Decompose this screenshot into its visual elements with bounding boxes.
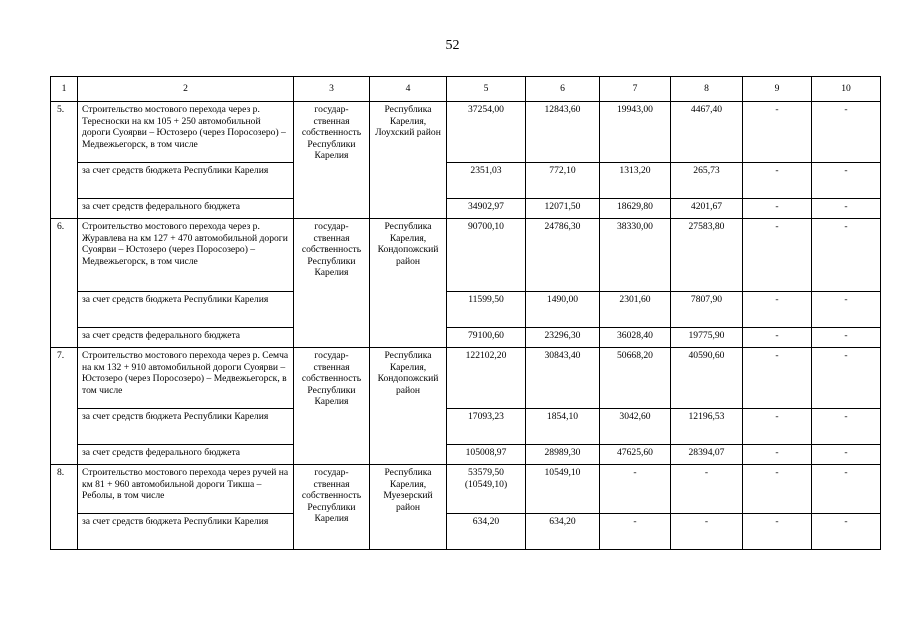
value-cell: - xyxy=(743,409,812,445)
subrow-label: за счет средств бюджета Республики Карелия xyxy=(78,163,294,199)
value-cell: 3042,60 xyxy=(600,409,671,445)
header-cell: 4 xyxy=(370,77,447,102)
value-cell: 34902,97 xyxy=(447,199,526,219)
value-cell: 11599,50 xyxy=(447,292,526,328)
subrow-label: за счет средств федерального бюджета xyxy=(78,445,294,465)
value-cell: - xyxy=(743,163,812,199)
value-cell: 1313,20 xyxy=(600,163,671,199)
value-main: 53579,50 xyxy=(468,467,504,478)
value-cell: - xyxy=(743,445,812,465)
value-cell: 47625,60 xyxy=(600,445,671,465)
header-row xyxy=(51,77,881,102)
ownership-cell: государ-ственная собственность Республики Карелия xyxy=(294,465,370,550)
value-cell: - xyxy=(671,514,743,550)
value-cell: 2301,60 xyxy=(600,292,671,328)
value-cell: - xyxy=(812,292,881,328)
value-cell: 38330,00 xyxy=(600,219,671,292)
value-cell: 18629,80 xyxy=(600,199,671,219)
value-cell: 28989,30 xyxy=(526,445,600,465)
value-cell: - xyxy=(812,102,881,163)
ownership-cell: государ-ственная собственность Республики Карелия xyxy=(294,219,370,348)
project-row xyxy=(51,102,881,163)
project-row xyxy=(51,348,881,409)
header-cell: 7 xyxy=(600,77,671,102)
value-cell: 1490,00 xyxy=(526,292,600,328)
region-cell: Республика Карелия, Кондопожский район xyxy=(370,348,447,465)
budget-table xyxy=(50,76,881,550)
ownership-cell: государ-ственная собственность Республики Карелия xyxy=(294,102,370,219)
value-cell: 1854,10 xyxy=(526,409,600,445)
value-cell: 634,20 xyxy=(447,514,526,550)
value-cell: - xyxy=(812,199,881,219)
value-cell xyxy=(447,465,526,514)
value-cell: - xyxy=(671,465,743,514)
header-cell: 2 xyxy=(78,77,294,102)
value-cell: 2351,03 xyxy=(447,163,526,199)
value-cell: 4467,40 xyxy=(671,102,743,163)
subrow-label: за счет средств бюджета Республики Карелия xyxy=(78,292,294,328)
subrow-label: за счет средств федерального бюджета xyxy=(78,199,294,219)
subrow-regional xyxy=(51,409,881,445)
value-cell: 772,10 xyxy=(526,163,600,199)
value-cell: 7807,90 xyxy=(671,292,743,328)
value-cell: - xyxy=(743,348,812,409)
header-cell: 3 xyxy=(294,77,370,102)
region-cell: Республика Карелия, Муезерский район xyxy=(370,465,447,550)
value-cell: - xyxy=(812,445,881,465)
project-title: Строительство мостового перехода через р. Журавлева на км 127 + 470 автомобильной дороги Суоярви – Юстозеро (через Поросозеро) – Медвежьегорск, в том числе xyxy=(78,219,294,292)
region-cell: Республика Карелия, Кондопожский район xyxy=(370,219,447,348)
value-cell: 79100,60 xyxy=(447,328,526,348)
ownership-cell: государ-ственная собственность Республики Карелия xyxy=(294,348,370,465)
value-cell: - xyxy=(812,348,881,409)
subrow-regional xyxy=(51,514,881,550)
value-cell: 19943,00 xyxy=(600,102,671,163)
project-number: 8. xyxy=(51,465,78,550)
value-cell: - xyxy=(812,328,881,348)
value-cell: 30843,40 xyxy=(526,348,600,409)
project-number: 5. xyxy=(51,102,78,219)
value-cell: - xyxy=(743,102,812,163)
subrow-federal xyxy=(51,328,881,348)
value-cell: 28394,07 xyxy=(671,445,743,465)
page-number: 52 xyxy=(445,38,460,53)
project-title: Строительство мостового перехода через р. Тересноски на км 105 + 250 автомобильной дороги Суоярви – Юстозеро (через Поросозеро) – Медвежьегорск, в том числе xyxy=(78,102,294,163)
project-title: Строительство мостового перехода через р. Семча на км 132 + 910 автомобильной дороги Суоярви – Юстозеро (через Поросозеро) – Медвежьегорск, в том числе xyxy=(78,348,294,409)
value-cell: 12196,53 xyxy=(671,409,743,445)
value-cell: 634,20 xyxy=(526,514,600,550)
value-cell: 12071,50 xyxy=(526,199,600,219)
subrow-federal xyxy=(51,445,881,465)
value-cell: - xyxy=(743,328,812,348)
value-cell: - xyxy=(812,465,881,514)
value-cell: - xyxy=(812,163,881,199)
value-cell: 50668,20 xyxy=(600,348,671,409)
subrow-label: за счет средств бюджета Республики Карелия xyxy=(78,514,294,550)
value-cell: - xyxy=(743,199,812,219)
region-cell: Республика Карелия, Лоухский район xyxy=(370,102,447,219)
value-cell: - xyxy=(812,409,881,445)
value-cell: 23296,30 xyxy=(526,328,600,348)
header-cell: 1 xyxy=(51,77,78,102)
value-cell: 10549,10 xyxy=(526,465,600,514)
subrow-federal xyxy=(51,199,881,219)
value-cell: 105008,97 xyxy=(447,445,526,465)
project-number: 7. xyxy=(51,348,78,465)
header-cell: 5 xyxy=(447,77,526,102)
value-cell: 24786,30 xyxy=(526,219,600,292)
header-cell: 9 xyxy=(743,77,812,102)
value-note: (10549,10) xyxy=(464,479,508,490)
value-cell: 122102,20 xyxy=(447,348,526,409)
value-cell: 37254,00 xyxy=(447,102,526,163)
value-cell: 17093,23 xyxy=(447,409,526,445)
value-cell: 19775,90 xyxy=(671,328,743,348)
subrow-regional xyxy=(51,163,881,199)
value-cell: - xyxy=(600,465,671,514)
project-number: 6. xyxy=(51,219,78,348)
value-cell: - xyxy=(600,514,671,550)
subrow-regional xyxy=(51,292,881,328)
project-row xyxy=(51,465,881,514)
value-cell: 4201,67 xyxy=(671,199,743,219)
value-cell: - xyxy=(812,219,881,292)
header-cell: 10 xyxy=(812,77,881,102)
value-cell: 27583,80 xyxy=(671,219,743,292)
value-cell: 12843,60 xyxy=(526,102,600,163)
value-cell: - xyxy=(743,514,812,550)
subrow-label: за счет средств федерального бюджета xyxy=(78,328,294,348)
project-row xyxy=(51,219,881,292)
value-cell: - xyxy=(743,292,812,328)
header-cell: 8 xyxy=(671,77,743,102)
header-cell: 6 xyxy=(526,77,600,102)
project-title: Строительство мостового перехода через ручей на км 81 + 960 автомобильной дороги Тикша – Реболы, в том числе xyxy=(78,465,294,514)
value-cell: 265,73 xyxy=(671,163,743,199)
value-cell: - xyxy=(812,514,881,550)
value-cell: 90700,10 xyxy=(447,219,526,292)
value-cell: - xyxy=(743,219,812,292)
value-cell: 40590,60 xyxy=(671,348,743,409)
value-cell: 36028,40 xyxy=(600,328,671,348)
value-cell: - xyxy=(743,465,812,514)
subrow-label: за счет средств бюджета Республики Карелия xyxy=(78,409,294,445)
